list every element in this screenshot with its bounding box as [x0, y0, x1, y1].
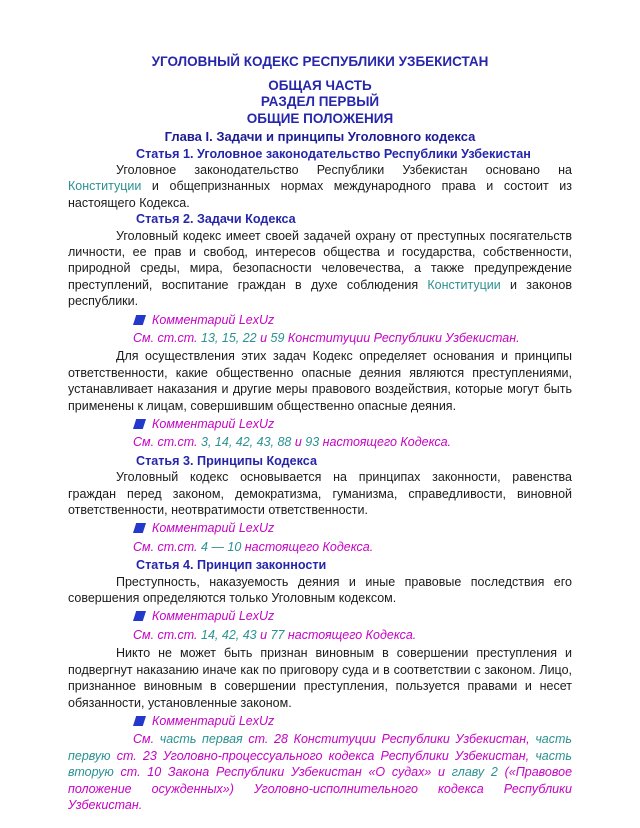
comment-ref — [68, 330, 572, 346]
link-articles-3-14-42-43-88[interactable]: 3, 14, 42, 43, 88 — [201, 435, 292, 450]
comment-ref — [68, 539, 572, 555]
text-run: Уголовный кодекс имеет своей задачей охрану от преступных посягательств личности, ее прав и свобод, интересов общества и государства, собственности, природной среды, мира, безопасности человечества, а также предупреждение преступлений, воспитание граждан в духе соблюдения — [68, 228, 572, 292]
code-title: УГОЛОВНЫЙ КОДЕКС РЕСПУБЛИКИ УЗБЕКИСТАН — [151, 54, 489, 69]
text-run: Уголовное законодательство Республики Узбекистан основано на — [116, 162, 572, 177]
section-subtitle: ОБЩИЕ ПОЛОЖЕНИЯ — [246, 110, 394, 126]
link-articles-13-15-22[interactable]: 13, 15, 22 — [201, 330, 257, 345]
text-run: ст. 10 Закона Республики Узбекистан «О судах» и — [113, 765, 452, 780]
comment-label-row — [68, 312, 572, 328]
comment-label-text[interactable]: Комментарий LexUz — [152, 609, 275, 624]
text-run: и — [291, 435, 306, 450]
article2-heading: Статья 2. Задачи Кодекса — [136, 212, 296, 227]
text-run: Уголовный кодекс основывается на принципах законности, равенства граждан перед законом, демократизма, гуманизма, справедливости, виновной ответственности, неотвратимости ответственности. — [68, 470, 572, 518]
link-constitution[interactable]: Конституции — [427, 277, 501, 292]
lexuz-comment-icon — [133, 523, 146, 533]
text-run: См. — [133, 732, 160, 747]
link-article-59[interactable]: 59 — [270, 330, 285, 345]
comment-label-text[interactable]: Комментарий LexUz — [152, 521, 275, 536]
link-part-one-article-28[interactable]: часть первая — [159, 732, 243, 747]
text-run: См. ст.ст. — [133, 627, 202, 642]
comment-label-row — [68, 416, 572, 432]
link-constitution[interactable]: Конституции — [68, 179, 142, 194]
link-article-77[interactable]: 77 — [270, 627, 285, 642]
comment-ref — [68, 731, 572, 813]
comment-ref — [68, 434, 572, 450]
comment-ref — [68, 627, 572, 643]
article2-paragraph2 — [68, 348, 572, 414]
comment-label-text[interactable]: Комментарий LexUz — [152, 312, 275, 327]
text-run: ст. 23 Уголовно-процессуального кодекса Республики Узбекистан, — [110, 748, 536, 763]
text-run: См. ст.ст. — [133, 330, 202, 345]
text-run: настоящего Кодекса. — [241, 539, 374, 554]
comment-label-row — [68, 713, 572, 729]
article4-paragraph1 — [68, 574, 572, 607]
part-heading: ОБЩАЯ ЧАСТЬ — [268, 77, 372, 93]
link-article-93[interactable]: 93 — [305, 435, 320, 450]
comment-label-row — [68, 520, 572, 536]
lexuz-comment-icon — [133, 716, 146, 726]
text-run: и законов республики. — [68, 277, 573, 309]
text-run: Для осуществления этих задач Кодекс определяет основания и принципы ответственности, какие общественно опасные деяния являются преступлениями, устанавливает наказания и другие меры правового воздействия, которые могут быть применены к лицам, совершившим общественно опасные деяния. — [68, 349, 572, 413]
text-run: настоящего Кодекса. — [319, 435, 452, 450]
article3-heading: Статья 3. Принципы Кодекса — [136, 453, 317, 468]
link-articles-4-10[interactable]: 4 — 10 — [201, 539, 242, 554]
text-run: См. ст.ст. — [133, 539, 202, 554]
lexuz-comment-icon — [133, 419, 146, 429]
comment-label-text[interactable]: Комментарий LexUz — [152, 417, 275, 431]
comment-label-text[interactable]: Комментарий LexUz — [152, 713, 275, 728]
text-run: («Правовое положение осужденных») Уголовно-исполнительного кодекса Республики Узбекистан. — [68, 765, 573, 812]
lexuz-comment-icon — [133, 611, 146, 621]
link-part-two-article-10[interactable]: часть вторую — [68, 748, 572, 780]
text-run: Никто не может быть признан виновным в совершении преступления и подвергнут наказанию иначе как по приговору суда и в соответствии с законом. Лицо, признанное виновным в совершении преступления, пользуется правами и несет обязанности, установленные законом. — [68, 646, 572, 710]
lexuz-comment-icon — [133, 315, 146, 325]
article4-heading: Статья 4. Принцип законности — [136, 558, 327, 573]
text-run: и — [256, 330, 271, 345]
text-run: настоящего Кодекса. — [284, 627, 417, 642]
article4-paragraph2 — [68, 645, 572, 711]
link-chapter-2[interactable]: главу 2 — [451, 765, 498, 780]
text-run: ст. 28 Конституции Республики Узбекистан, — [242, 732, 536, 747]
text-run: Конституции Республики Узбекистан. — [284, 330, 520, 345]
section-heading: РАЗДЕЛ ПЕРВЫЙ — [260, 94, 380, 109]
article1-paragraph — [68, 162, 572, 211]
comment-label-row — [68, 608, 572, 624]
text-run: Преступность, наказуемость деяния и иные правовые последствия его совершения определяются только Уголовным кодексом. — [68, 574, 572, 606]
article1-heading: Статья 1. Уголовное законодательство Республики Узбекистан — [136, 146, 531, 161]
article2-paragraph1 — [68, 228, 572, 310]
chapter-heading: Глава I. Задачи и принципы Уголовного кодекса — [164, 129, 476, 144]
text-run: и общепризнанных нормах международного права и состоит из настоящего Кодекса. — [68, 179, 572, 210]
link-articles-14-42-43[interactable]: 14, 42, 43 — [201, 627, 257, 642]
link-part-one-article-23[interactable]: часть первую — [68, 732, 572, 763]
text-run: См. ст.ст. — [133, 435, 202, 450]
text-run: и — [256, 627, 271, 642]
article3-paragraph — [68, 469, 572, 518]
